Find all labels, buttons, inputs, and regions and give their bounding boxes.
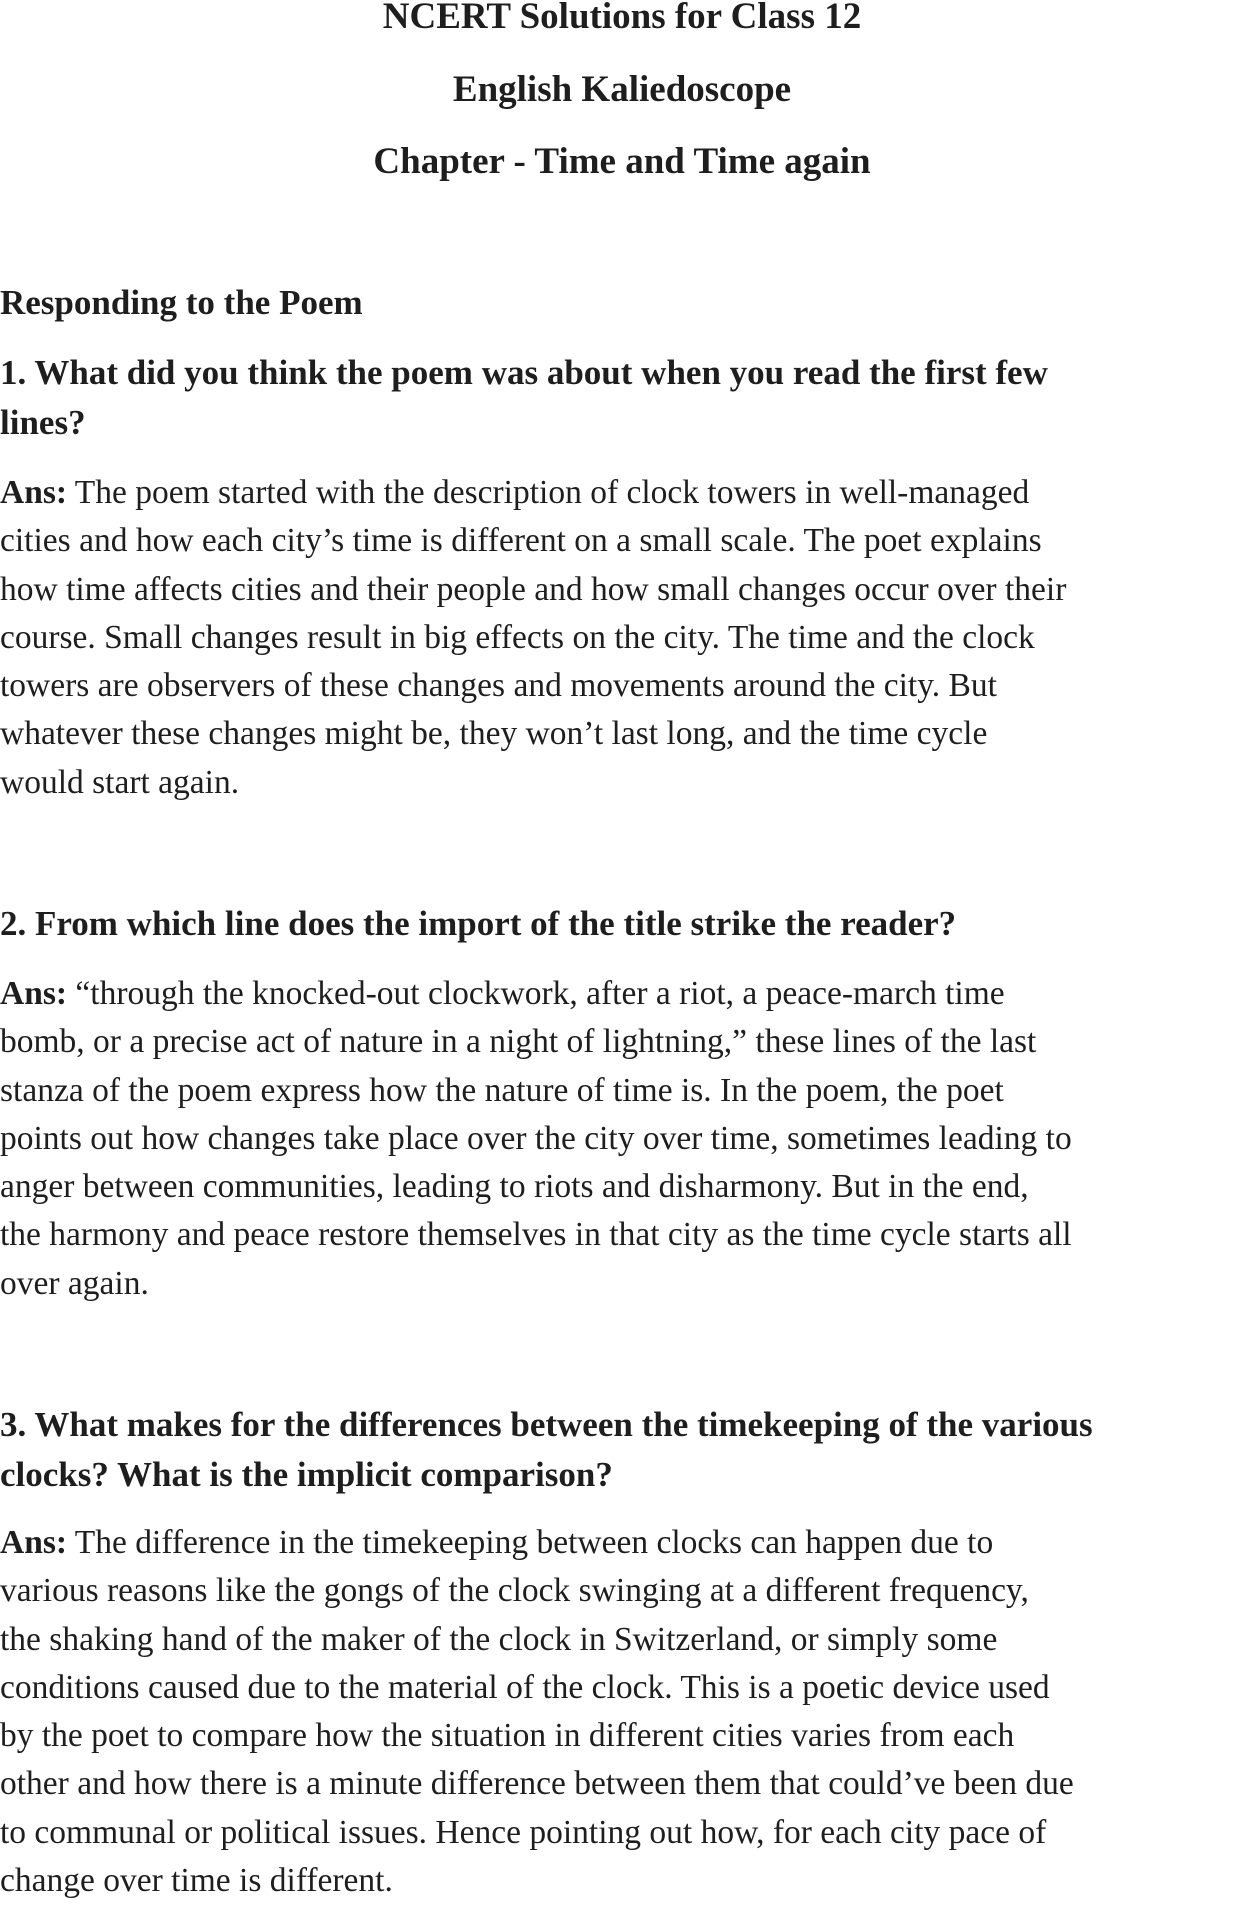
question-2 xyxy=(0,899,1244,949)
answer-line: anger between communities, leading to riots and disharmony. But in the end, xyxy=(0,1168,1029,1206)
question-line: 2. From which line does the import of the title strike the reader? xyxy=(0,904,957,943)
section-heading: Responding to the Poem xyxy=(0,283,363,322)
answer-line: other and how there is a minute difference between them that could’ve been due xyxy=(0,1765,1074,1803)
answer-line: whatever these changes might be, they won’t last long, and the time cycle xyxy=(0,715,988,753)
question-line: 1. What did you think the poem was about when you read the first few xyxy=(0,353,1048,392)
answer-line: change over time is different. xyxy=(0,1862,393,1900)
answer-line: by the poet to compare how the situation in different cities varies from each xyxy=(0,1717,1015,1755)
answer-label: Ans: xyxy=(0,474,68,511)
answer-line: would start again. xyxy=(0,763,240,801)
answer-line: stanza of the poem express how the nature of time is. In the poem, the poet xyxy=(0,1071,1004,1109)
answer-line: points out how changes take place over the city over time, sometimes leading to xyxy=(0,1119,1072,1157)
answer-line: towers are observers of these changes and movements around the city. But xyxy=(0,667,997,705)
document-title: NCERT Solutions for Class 12 xyxy=(382,0,862,37)
chapter-title: Chapter - Time and Time again xyxy=(373,141,871,182)
answer-line: The poem started with the description of clock towers in well-managed xyxy=(67,474,1030,511)
answer-2 xyxy=(0,970,1244,1308)
question-1 xyxy=(0,348,1244,448)
answer-line: conditions caused due to the material of the clock. This is a poetic device used xyxy=(0,1668,1050,1706)
question-3 xyxy=(0,1400,1244,1500)
answer-line: The difference in the timekeeping between clocks can happen due to xyxy=(67,1524,994,1561)
answer-line: the harmony and peace restore themselves in that city as the time cycle starts all xyxy=(0,1216,1072,1254)
answer-line: bomb, or a precise act of nature in a night of lightning,” these lines of the last xyxy=(0,1023,1037,1061)
answer-label: Ans: xyxy=(0,975,68,1012)
answer-line: over again. xyxy=(0,1264,149,1302)
answer-line: the shaking hand of the maker of the clock in Switzerland, or simply some xyxy=(0,1620,998,1658)
question-line: 3. What makes for the differences between the timekeeping of the various xyxy=(0,1405,1093,1444)
answer-3 xyxy=(0,1519,1244,1905)
question-line: lines? xyxy=(0,403,86,442)
answer-line: to communal or political issues. Hence pointing out how, for each city pace of xyxy=(0,1813,1047,1851)
question-line: clocks? What is the implicit comparison? xyxy=(0,1455,613,1494)
answer-line: course. Small changes result in big effects on the city. The time and the clock xyxy=(0,618,1035,656)
answer-line: how time affects cities and their people and how small changes occur over their xyxy=(0,570,1067,608)
answer-label: Ans: xyxy=(0,1524,68,1561)
answer-line: “through the knocked-out clockwork, after a riot, a peace-march time xyxy=(67,975,1005,1012)
document-subject: English Kaliedoscope xyxy=(452,69,792,110)
answer-line: cities and how each city’s time is different on a small scale. The poet explains xyxy=(0,522,1042,560)
answer-1 xyxy=(0,469,1244,807)
answer-line: various reasons like the gongs of the clock swinging at a different frequency, xyxy=(0,1572,1029,1610)
